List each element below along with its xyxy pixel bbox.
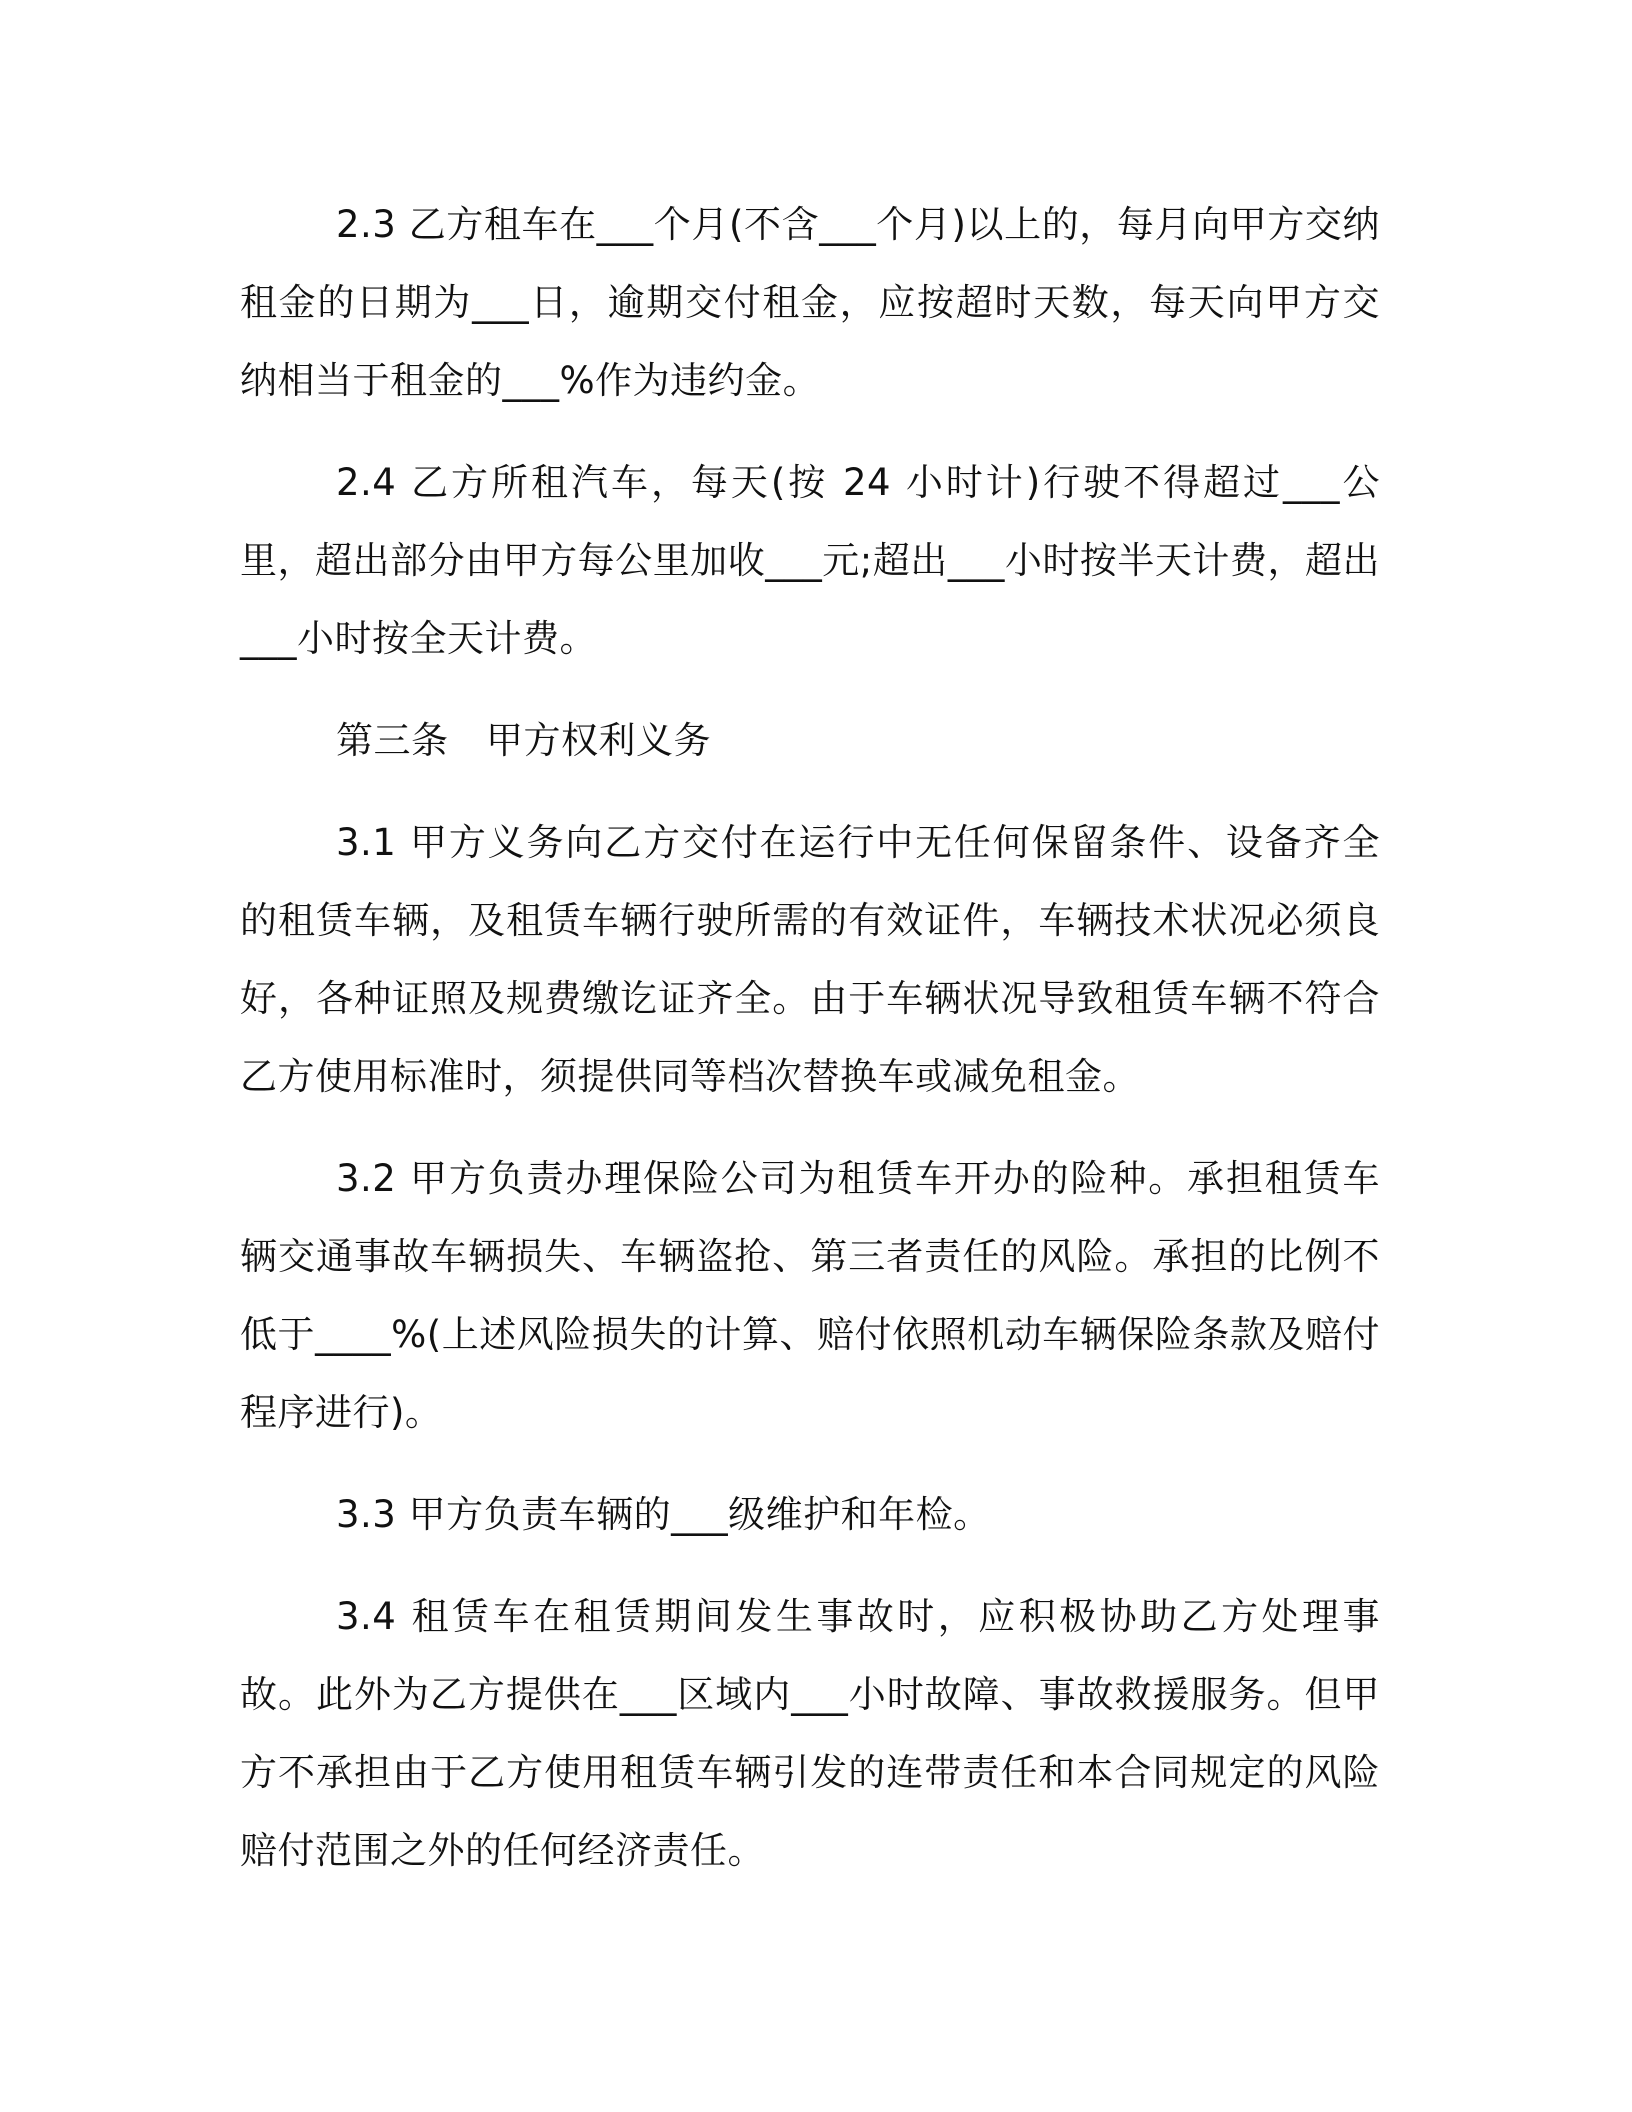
document-body xyxy=(240,186,1380,1914)
clause-3-2: 3.2 甲方负责办理保险公司为租赁车开办的险种。承担租赁车辆交通事故车辆损失、车辆盗抢、第三者责任的风险。承担的比例不低于____%(上述风险损失的计算、赔付依照机动车辆保险条款及赔付程序进行)。 xyxy=(240,1157,1380,1434)
clause-3-3: 3.3 甲方负责车辆的___级维护和年检。 xyxy=(336,1493,991,1536)
clause-2-3: 2.3 乙方租车在___个月(不含___个月)以上的，每月向甲方交纳租金的日期为___日，逾期交付租金，应按超时天数，每天向甲方交纳相当于租金的___%作为违约金。 xyxy=(240,203,1380,402)
clause-3-1: 3.1 甲方义务向乙方交付在运行中无任何保留条件、设备齐全的租赁车辆，及租赁车辆行驶所需的有效证件，车辆技术状况必须良好，各种证照及规费缴讫证齐全。由于车辆状况导致租赁车辆不符合乙方使用标准时，须提供同等档次替换车或减免租金。 xyxy=(240,821,1380,1098)
clause-2-4: 2.4 乙方所租汽车，每天(按 24 小时计)行驶不得超过___公里，超出部分由甲方每公里加收___元;超出___小时按半天计费，超出___小时按全天计费。 xyxy=(240,461,1380,660)
article-3-heading: 第三条 甲方权利义务 xyxy=(336,719,711,762)
clause-3-4: 3.4 租赁车在租赁期间发生事故时，应积极协助乙方处理事故。此外为乙方提供在___区域内___小时故障、事故救援服务。但甲方不承担由于乙方使用租赁车辆引发的连带责任和本合同规定的风险赔付范围之外的任何经济责任。 xyxy=(240,1595,1380,1872)
